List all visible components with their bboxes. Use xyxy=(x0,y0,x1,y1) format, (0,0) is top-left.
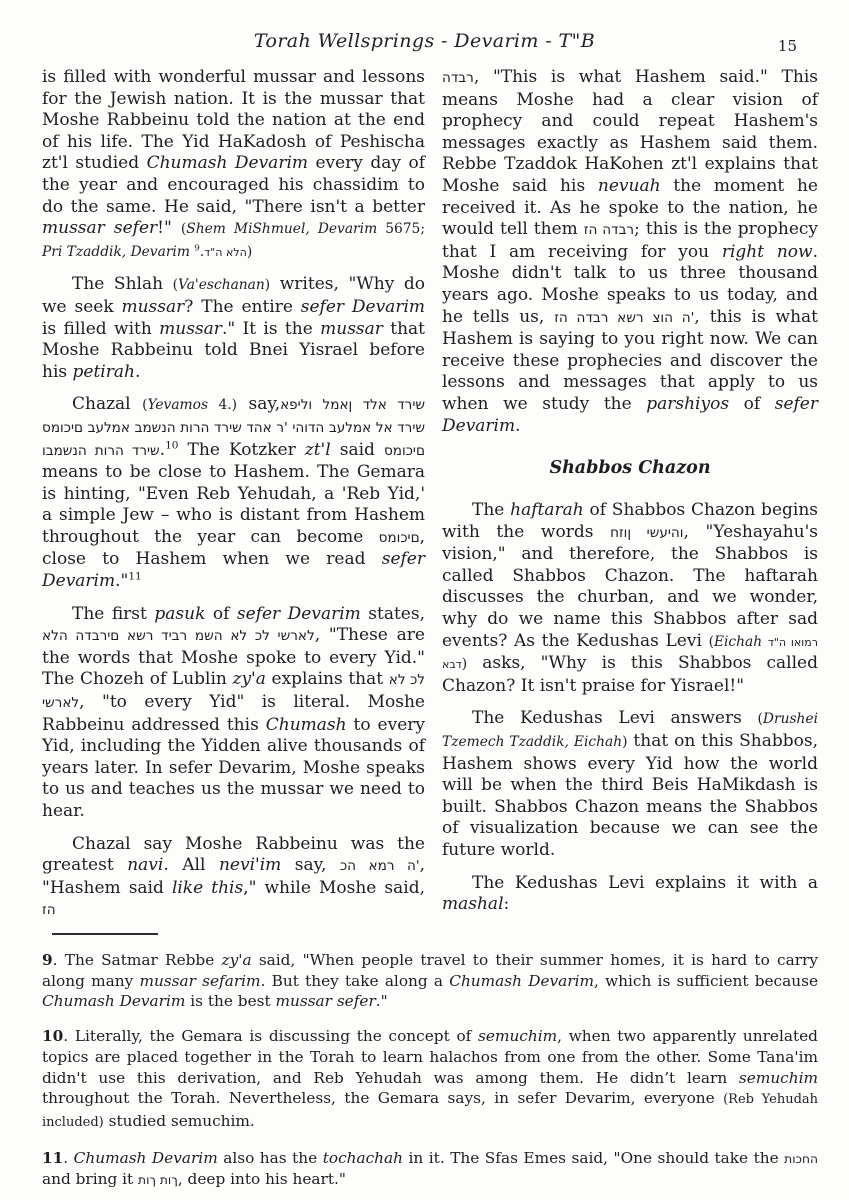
footnote-text: . Literally, the Gemara is discussing the concept of semuchim, when two apparently unrelated topics are placed together in the Torah to learn halachos from one from the other. Some Tana'im didn't use this derivation, and Reb Yehudah was among them. He didn’t learn semuchim throughout the Torah. Nevertheless, the Gemara says, in sefer Devarim, everyone (Reb Yehudah included) studied semuchim. xyxy=(42,1027,819,1130)
paragraph: The Kedushas Levi answers (Drushei Tzemech Tzaddik, Eichah) that on this Shabbos, Hashem shows every Yid how the world will be when the third Beis HaMikdash is built. Shabbos Chazon means the Shabbos of visualization because we can see the future world. xyxy=(442,708,818,860)
footnote-11 xyxy=(42,1148,818,1191)
footnote-text: . The Satmar Rebbe zy'a said, "When people travel to their summer homes, it is hard to carry along many mussar sefarim. But they take along a Chumash Devarim, which is sufficient because Chumash Devarim is the best mussar sefer." xyxy=(42,951,819,1011)
paragraph: Chazal say Moshe Rabbeinu was the greatest navi. All nevi'im say, כה אמר ה', "Hashem said like this," while Moshe said, זה xyxy=(42,833,425,919)
footnote-number: 11 xyxy=(42,1148,64,1167)
paragraph: The haftarah of Shabbos Chazon begins with the words חזון ישעיהו, "Yeshayahu's vision," and therefore, the Shabbos is called Shabbos Chazon. The haftarah discusses the churban, and we wonder, why do we name this Shabbos after sad events? As the Kedushas Levi (Eichah ד"ה ואומר אבד) asks, "Why is this Shabbos called Chazon? It isn't praise for Yisrael!" xyxy=(442,500,819,696)
footnote-text: . Chumash Devarim also has the tochachah in it. The Sfas Emes said, "One should take the תוכחה and bring it תוך תוך, deep into his heart." xyxy=(42,1148,818,1189)
footnote-10 xyxy=(42,1026,818,1134)
section-heading: Shabbos Chazon xyxy=(549,458,711,479)
paragraph: The first pasuk of sefer Devarim states, אלה הדברים אשר דיבר משה אל כל ישראל, "These are the words that Moshe spoke to every Yid." The Chozeh of Lublin zy'a explains that אל כל ישראל, "to every Yid" is literal. Moshe Rabbeinu addressed this Chumash to every Yid, including the Yidden alive thousands of years later. In sefer Devarim, Moshe speaks to us and teaches us the mussar we need to hear. xyxy=(42,603,426,821)
document-title: Torah Wellsprings - Devarim - T"B xyxy=(253,30,596,52)
footnote-9 xyxy=(42,950,818,1012)
right-column xyxy=(442,67,818,919)
footnotes-section xyxy=(0,935,849,1191)
two-column-body xyxy=(0,67,849,919)
paragraph: is filled with wonderful mussar and lessons for the Jewish nation. It is the mussar that Moshe Rabbeinu told the nation at the end of his life. The Yid HaKadosh of Peshischa zt'l studied Chumash Devarim every day of the year and encouraged his chassidim to do the same. He said, "There isn't a better mussar sefer!" (Shem MiShmuel, Devarim 5675; Pri Tzaddik, Devarim $^9$.ד"ה אלה) xyxy=(42,67,425,260)
footnote-number: 9 xyxy=(42,951,53,969)
paragraph: The Kedushas Levi explains it with a mashal: xyxy=(442,872,818,915)
page-number: 15 xyxy=(777,37,797,55)
paragraph: The Shlah (Va'eschanan) writes, "Why do we seek mussar? The entire sefer Devarim is filled with mussar." It is the mussar that Moshe Rabbeinu told Bnei Yisrael before his petirah. xyxy=(42,274,426,382)
paragraph: Chazal (Yevamos 4.) say,אפילו למאן דלא דריש סמוכים בעלמא במשנה תורה דריש דהא ר' יהודה בעלמא לא דריש ובמשנה תורה דריש.$^{10}$ The Kotzker zt'l said סמוכים means to be close to Hashem. The Gemara is hinting, "Even Reb Yehudah, a 'Reb Yid,' a simple Jew – who is distant from Hashem throughout the year can become סמוכים, close to Hashem when we read sefer Devarim."$^{11}$ xyxy=(42,394,425,592)
paragraph: הדבר, "This is what Hashem said." This means Moshe had a clear vision of prophecy and could repeat Hashem's messages exactly as Hashem said them. Rebbe Tzaddok HaKohen zt'l explains that Moshe said his nevuah the moment he received it. As he spoke to the nation, he would tell them זה הדבר; this is the prophecy that I am receiving for you right now. Moshe didn't talk to us three thousand years ago. Moshe speaks to us today, and he tells us, זה הדבר אשר צוה ה', this is what Hashem is saying to you right now. We can receive these prophecies and discover the lessons and messages that apply to us when we study the parshiyos of sefer Devarim. xyxy=(442,67,819,436)
left-column xyxy=(42,67,425,919)
page-header xyxy=(0,0,849,55)
footnote-number: 10 xyxy=(42,1027,64,1046)
